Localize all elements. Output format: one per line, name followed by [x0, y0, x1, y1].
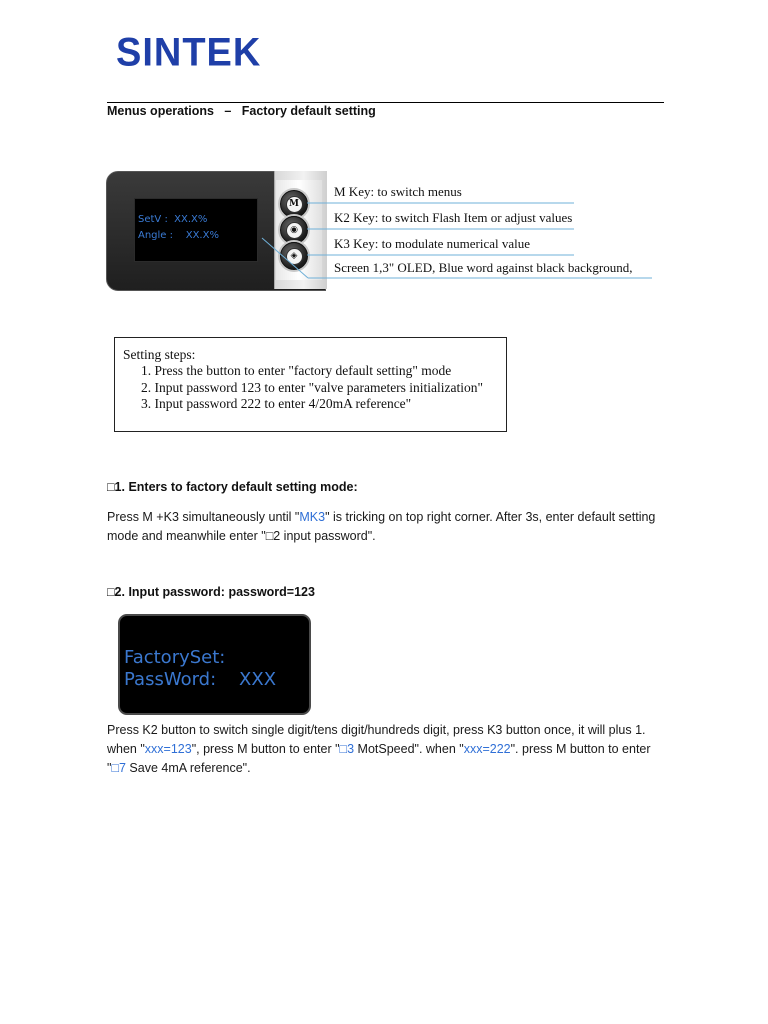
oled-line-setv: SetV : XX.X%	[138, 214, 208, 225]
step-item-3: 3. Input password 222 to enter 4/20mA reference"	[141, 396, 412, 411]
callout-k3-key: K3 Key: to modulate numerical value	[334, 236, 531, 251]
highlight-menu-7: □7	[111, 761, 126, 775]
oled-line-angle: Angle : XX.X%	[138, 230, 219, 241]
device-figure	[104, 168, 664, 294]
company-logo: SINTEK	[116, 30, 262, 76]
section-1-paragraph	[107, 508, 667, 546]
oled-line-factoryset: FactorySet:	[124, 647, 226, 668]
text: Save 4mA reference".	[125, 761, 251, 775]
text: MotSpeed". when "	[354, 742, 464, 756]
highlight-xxx-123: xxx=123	[144, 742, 192, 756]
callout-screen: Screen 1,3" OLED, Blue word against black background,	[334, 260, 633, 275]
text: " is tricking on top right corner. After 3s, enter default setting mode and meanwhile enter "□2 input password".	[107, 510, 656, 543]
highlight-xxx-222: xxx=222	[463, 742, 511, 756]
m-key-label: M	[286, 196, 303, 213]
oled-line-password: PassWord: XXX	[124, 669, 277, 690]
section-2-heading: □2. Input password: password=123	[107, 585, 315, 599]
page-title: Menus operations – Factory default setting	[107, 104, 376, 118]
section-1-heading: □1. Enters to factory default setting mode:	[107, 480, 358, 494]
k2-key-icon: ◉	[286, 222, 303, 239]
text: Press M +K3 simultaneously until "	[107, 510, 300, 524]
step-item-1: 1. Press the button to enter "factory default setting" mode	[141, 363, 452, 378]
step-item-2: 2. Input password 123 to enter "valve parameters initialization"	[141, 380, 484, 395]
setting-steps-box	[114, 337, 507, 432]
text: Press K2 button to switch single digit/tens digit/hundreds digit, press K3 button once, it will plus 1. when "	[107, 723, 646, 756]
highlight-mk3: MK3	[299, 510, 326, 524]
text: ". press M button to enter "	[107, 742, 651, 775]
factoryset-oled-screen	[118, 614, 311, 715]
section-2-paragraph	[107, 721, 667, 778]
callout-m-key: M Key: to switch menus	[334, 184, 462, 199]
header-divider	[107, 102, 664, 103]
k3-key-icon: ◈	[286, 248, 303, 265]
highlight-menu-3: □3	[339, 742, 355, 756]
text: ", press M button to enter "	[191, 742, 340, 756]
steps-title: Setting steps:	[123, 347, 196, 362]
callout-k2-key: K2 Key: to switch Flash Item or adjust values	[334, 210, 573, 225]
